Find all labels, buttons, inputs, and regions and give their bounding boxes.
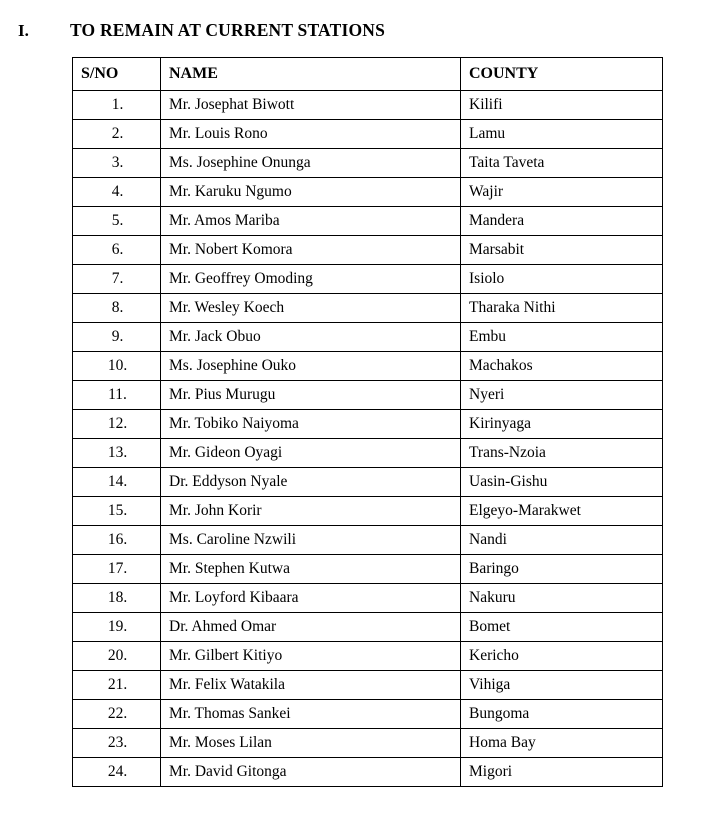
cell-sno: 6. xyxy=(73,236,161,265)
cell-sno: 8. xyxy=(73,294,161,323)
cell-sno: 12. xyxy=(73,410,161,439)
table-row xyxy=(73,439,663,468)
roster-table xyxy=(72,57,663,787)
cell-sno: 9. xyxy=(73,323,161,352)
cell-name: Mr. Josephat Biwott xyxy=(161,91,461,120)
table-row xyxy=(73,178,663,207)
cell-name: Mr. David Gitonga xyxy=(161,758,461,787)
cell-name: Mr. Wesley Koech xyxy=(161,294,461,323)
cell-name: Mr. Stephen Kutwa xyxy=(161,555,461,584)
cell-name: Mr. Jack Obuo xyxy=(161,323,461,352)
table-row xyxy=(73,410,663,439)
table-row xyxy=(73,120,663,149)
table-row xyxy=(73,149,663,178)
cell-county: Kirinyaga xyxy=(461,410,663,439)
cell-county: Nandi xyxy=(461,526,663,555)
cell-county: Taita Taveta xyxy=(461,149,663,178)
table-row xyxy=(73,265,663,294)
cell-sno: 22. xyxy=(73,700,161,729)
cell-name: Ms. Caroline Nzwili xyxy=(161,526,461,555)
cell-sno: 11. xyxy=(73,381,161,410)
table-row xyxy=(73,758,663,787)
cell-name: Mr. Tobiko Naiyoma xyxy=(161,410,461,439)
cell-sno: 13. xyxy=(73,439,161,468)
cell-name: Mr. Nobert Komora xyxy=(161,236,461,265)
cell-county: Isiolo xyxy=(461,265,663,294)
cell-sno: 18. xyxy=(73,584,161,613)
cell-county: Baringo xyxy=(461,555,663,584)
table-row xyxy=(73,700,663,729)
table-header-row xyxy=(73,58,663,91)
section-title: TO REMAIN AT CURRENT STATIONS xyxy=(70,20,386,40)
table-row xyxy=(73,381,663,410)
cell-name: Dr. Ahmed Omar xyxy=(161,613,461,642)
cell-sno: 17. xyxy=(73,555,161,584)
cell-county: Nyeri xyxy=(461,381,663,410)
section-numeral: I. xyxy=(18,21,29,40)
table-row xyxy=(73,584,663,613)
cell-sno: 20. xyxy=(73,642,161,671)
table-row xyxy=(73,642,663,671)
cell-name: Ms. Josephine Ouko xyxy=(161,352,461,381)
cell-name: Mr. Gilbert Kitiyo xyxy=(161,642,461,671)
cell-sno: 24. xyxy=(73,758,161,787)
roster-table-container xyxy=(72,57,662,787)
cell-name: Mr. John Korir xyxy=(161,497,461,526)
cell-sno: 1. xyxy=(73,91,161,120)
cell-name: Mr. Felix Watakila xyxy=(161,671,461,700)
cell-sno: 2. xyxy=(73,120,161,149)
cell-sno: 5. xyxy=(73,207,161,236)
table-row xyxy=(73,236,663,265)
section-heading xyxy=(0,0,726,41)
cell-county: Nakuru xyxy=(461,584,663,613)
column-header-county: COUNTY xyxy=(461,58,663,91)
table-row xyxy=(73,207,663,236)
cell-sno: 16. xyxy=(73,526,161,555)
cell-name: Mr. Geoffrey Omoding xyxy=(161,265,461,294)
cell-name: Mr. Moses Lilan xyxy=(161,729,461,758)
table-header xyxy=(73,58,663,91)
cell-county: Homa Bay xyxy=(461,729,663,758)
table-row xyxy=(73,526,663,555)
cell-county: Lamu xyxy=(461,120,663,149)
cell-sno: 14. xyxy=(73,468,161,497)
cell-sno: 19. xyxy=(73,613,161,642)
table-row xyxy=(73,323,663,352)
cell-sno: 4. xyxy=(73,178,161,207)
cell-county: Elgeyo-Marakwet xyxy=(461,497,663,526)
table-row xyxy=(73,497,663,526)
cell-county: Wajir xyxy=(461,178,663,207)
cell-sno: 21. xyxy=(73,671,161,700)
table-row xyxy=(73,91,663,120)
table-row xyxy=(73,294,663,323)
cell-name: Mr. Karuku Ngumo xyxy=(161,178,461,207)
cell-sno: 23. xyxy=(73,729,161,758)
cell-name: Dr. Eddyson Nyale xyxy=(161,468,461,497)
cell-name: Mr. Pius Murugu xyxy=(161,381,461,410)
table-body xyxy=(73,91,663,787)
cell-county: Bungoma xyxy=(461,700,663,729)
table-row xyxy=(73,555,663,584)
cell-sno: 7. xyxy=(73,265,161,294)
cell-name: Mr. Loyford Kibaara xyxy=(161,584,461,613)
table-row xyxy=(73,613,663,642)
column-header-sno: S/NO xyxy=(73,58,161,91)
cell-sno: 10. xyxy=(73,352,161,381)
table-row xyxy=(73,729,663,758)
column-header-name: NAME xyxy=(161,58,461,91)
cell-name: Mr. Thomas Sankei xyxy=(161,700,461,729)
cell-county: Embu xyxy=(461,323,663,352)
cell-county: Machakos xyxy=(461,352,663,381)
cell-county: Bomet xyxy=(461,613,663,642)
cell-county: Vihiga xyxy=(461,671,663,700)
table-row xyxy=(73,468,663,497)
table-row xyxy=(73,352,663,381)
cell-county: Mandera xyxy=(461,207,663,236)
cell-name: Mr. Amos Mariba xyxy=(161,207,461,236)
cell-county: Uasin-Gishu xyxy=(461,468,663,497)
cell-name: Ms. Josephine Onunga xyxy=(161,149,461,178)
table-row xyxy=(73,671,663,700)
cell-name: Mr. Gideon Oyagi xyxy=(161,439,461,468)
cell-county: Kilifi xyxy=(461,91,663,120)
cell-county: Trans-Nzoia xyxy=(461,439,663,468)
cell-county: Marsabit xyxy=(461,236,663,265)
cell-sno: 15. xyxy=(73,497,161,526)
cell-name: Mr. Louis Rono xyxy=(161,120,461,149)
cell-county: Tharaka Nithi xyxy=(461,294,663,323)
cell-county: Migori xyxy=(461,758,663,787)
cell-county: Kericho xyxy=(461,642,663,671)
cell-sno: 3. xyxy=(73,149,161,178)
